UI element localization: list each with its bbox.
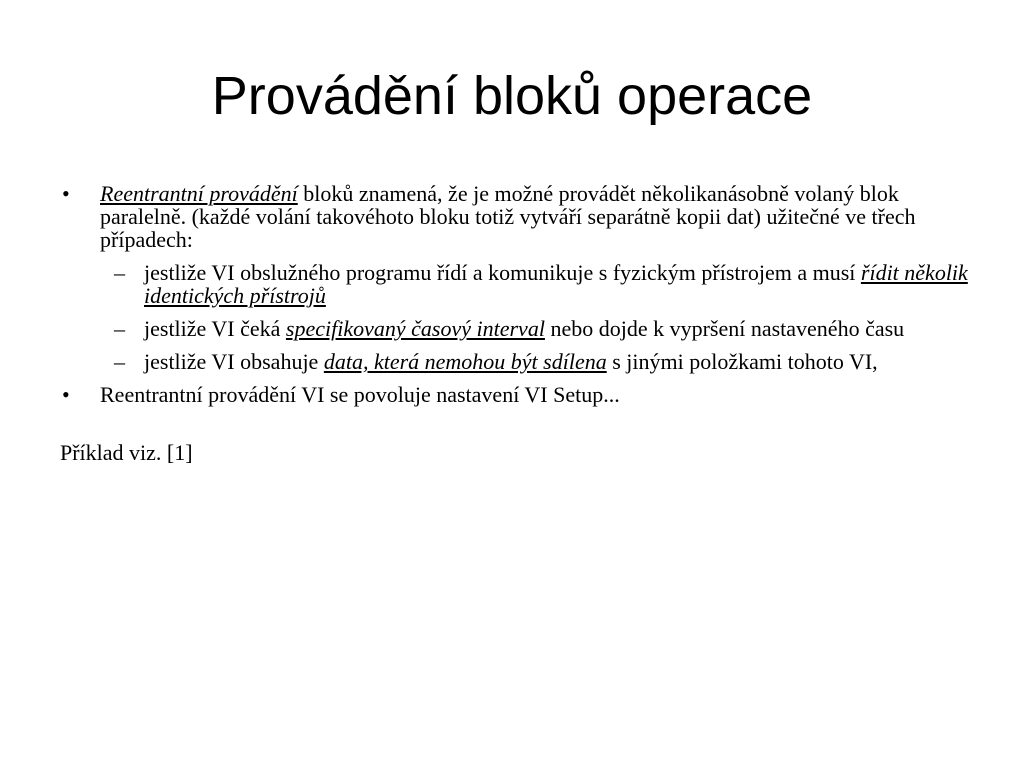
- slide-body: [60, 182, 970, 464]
- bullet-emphasis: Reentrantní provádění: [100, 181, 298, 206]
- sub-item-text-after: s jinými položkami tohoto VI,: [606, 349, 878, 374]
- bullet-item: [60, 182, 970, 251]
- bullet-text: Reentrantní provádění VI se povoluje nastavení VI Setup...: [100, 382, 620, 407]
- footer-note: Příklad viz. [1]: [60, 440, 193, 465]
- bullet-marker: •: [62, 181, 70, 206]
- sub-item-text: jestliže VI obslužného programu řídí a komunikuje s fyzickým přístrojem a musí: [144, 260, 861, 285]
- dash-marker: –: [114, 260, 125, 285]
- sub-item: [60, 261, 970, 307]
- bullet-marker: •: [62, 382, 70, 407]
- sub-item-text-after: nebo dojde k vypršení nastaveného času: [544, 316, 905, 341]
- sub-item-text: jestliže VI čeká: [144, 316, 286, 341]
- sub-item-emphasis: řídit několik identických přístrojů: [144, 260, 968, 308]
- bullet-item: [60, 383, 970, 406]
- sub-item-emphasis: data, která nemohou být sdílena: [323, 349, 607, 374]
- bullet-text: bloků znamená, že je možné provádět několikanásobně volaný blok paralelně. (každé volání takovéhoto bloku totiž vytváří separátně kopii dat) užitečné ve třech případech:: [100, 181, 916, 252]
- sub-item-text: jestliže VI obsahuje: [144, 349, 324, 374]
- sub-item: [60, 317, 970, 340]
- sub-item-emphasis: specifikovaný časový interval: [285, 316, 545, 341]
- dash-marker: –: [114, 349, 125, 374]
- slide-title: Provádění bloků operace: [211, 66, 813, 126]
- dash-marker: –: [114, 316, 125, 341]
- sub-item: [60, 350, 970, 373]
